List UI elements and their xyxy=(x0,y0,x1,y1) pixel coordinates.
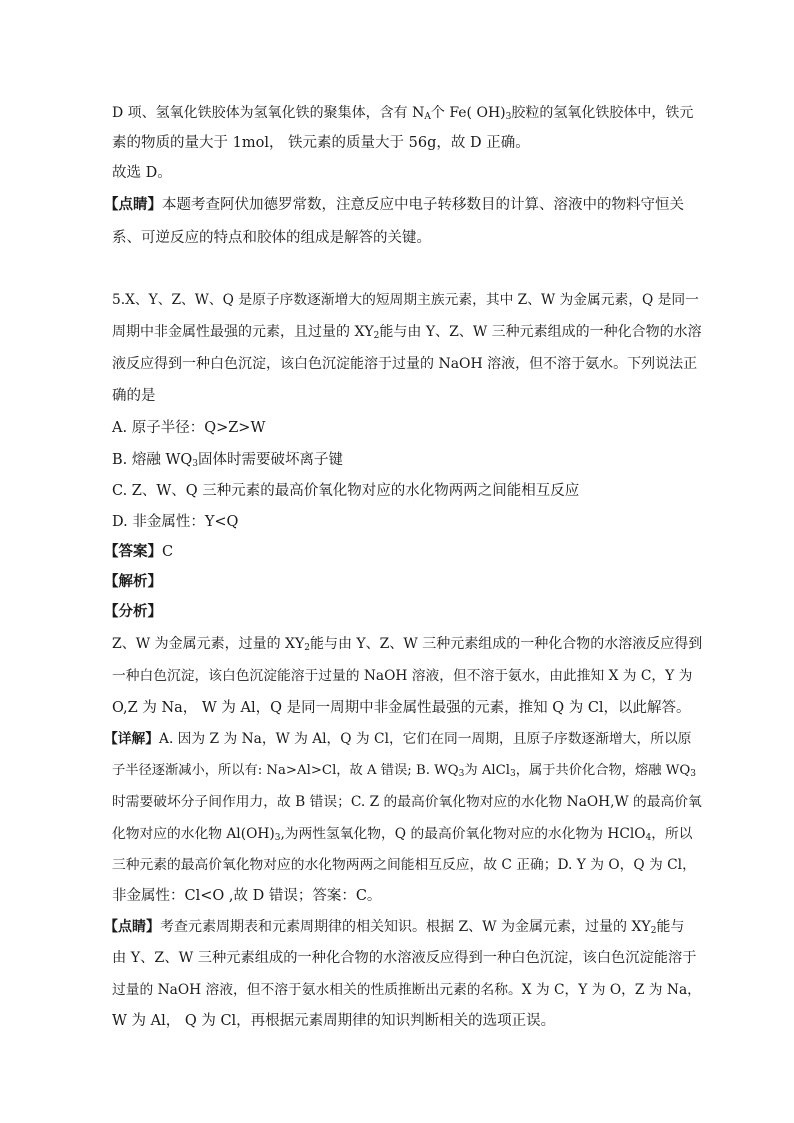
option-c: C. Z、W、Q 三种元素的最高价氧化物对应的水化物两两之间能相互反应 xyxy=(112,483,580,499)
text-line: 三种元素的最高价氧化物对应的水化物两两之间能相互反应，故 C 正确；D. Y 为 O，Q 为 Cl， xyxy=(112,857,696,873)
text-line: 子半径逐渐减小，所以有: Na>Al>Cl，故 A 错误; B. $WQ_3$为 AlCl$_3$，属于共价化合物，熔融 $WQ_3$ xyxy=(112,763,696,779)
answer-line: 【答案】C xyxy=(104,543,174,560)
option-d: D. 非金属性：Y<Q xyxy=(112,514,239,530)
text-line: 过量的 NaOH 溶液，但不溶于氨水相关的性质推断出元素的名称。X 为 C，Y 为 O，Z 为 Na， xyxy=(112,982,701,998)
question-stem: 5.X、Y、Z、W、Q 是原子序数逐渐增大的短周期主族元素，其中 Z、W 为金属元素，Q 是同一 xyxy=(112,292,699,308)
text-line: D 项、氢氧化铁胶体为氢氧化铁的聚集体，含有 $N_A$个 Fe( $OH)_3$胶粒的氢氧化铁胶体中，铁元 xyxy=(112,105,694,122)
text-line: Z、W 为金属元素，过量的 $XY_2$能与由 Y、Z、W 三种元素组成的一种化合物的水溶液反应得到 xyxy=(112,636,703,653)
question-stem: 确的是 xyxy=(112,388,156,404)
tip-line: 【点睛】考查元素周期表和元素周期律的相关知识。根据 Z、W 为金属元素，过量的 $XY_2$能与 xyxy=(104,919,685,936)
question-stem: 液反应得到一种白色沉淀，该白色沉淀能溶于过量的 NaOH 溶液，但不溶于氨水。下列说法正 xyxy=(112,356,698,372)
text-line: 故选 D。 xyxy=(112,165,172,181)
text-line: 由 Y、Z、W 三种元素组成的一种化合物的水溶液反应得到一种白色沉淀，该白色沉淀能溶于 xyxy=(112,950,697,966)
text-line: 素的物质的量大于 1mol， 铁元素的质量大于 56g，故 D 正确。 xyxy=(112,135,530,151)
option-a: A. 原子半径：Q>Z>W xyxy=(112,420,266,436)
analysis-heading: 【解析】 xyxy=(104,573,162,590)
text-line: 一种白色沉淀，该白色沉淀能溶于过量的 NaOH 溶液，但不溶于氨水，由此推知 X 为 C，Y 为 xyxy=(112,668,693,684)
fenxi-heading: 【分析】 xyxy=(104,603,162,620)
tip-heading-line: 【点睛】本题考查阿伏加德罗常数，注意反应中电子转移数目的计算、溶液中的物料守恒关 xyxy=(104,196,684,213)
text-line: 化物对应的水化物 $Al(OH)_3$,为两性氢氧化物，Q 的最高价氧化物对应的水化物为 HClO$_4$，所以 xyxy=(112,826,693,843)
text-line: 系、可逆反应的特点和胶体的组成是解答的关键。 xyxy=(112,230,431,246)
text-line: 非金属性：Cl<O ,故 D 错误；答案：C。 xyxy=(112,888,382,904)
text-line: O,Z 为 Na， W 为 Al，Q 是同一周期中非金属性最强的元素，推知 Q 为 Cl，以此解答。 xyxy=(112,700,691,716)
text-line: W 为 Al， Q 为 Cl，再根据元素周期律的知识判断相关的选项正误。 xyxy=(112,1013,556,1029)
detail-line: 【详解】A. 因为 Z 为 Na，W 为 Al，Q 为 Cl，它们在同一周期，且原子序数逐渐增大，所以原 xyxy=(104,731,692,747)
question-stem: 周期中非金属性最强的元素，且过量的 $XY_2$能与由 Y、Z、W 三种元素组成的一种化合物的水溶 xyxy=(112,324,702,341)
option-b: B. 熔融 $WQ_3$固体时需要破坏离子键 xyxy=(112,452,344,469)
text-line: 时需要破坏分子间作用力，故 B 错误；C. Z 的最高价氧化物对应的水化物 NaOH,W 的最高价氧 xyxy=(112,794,702,810)
